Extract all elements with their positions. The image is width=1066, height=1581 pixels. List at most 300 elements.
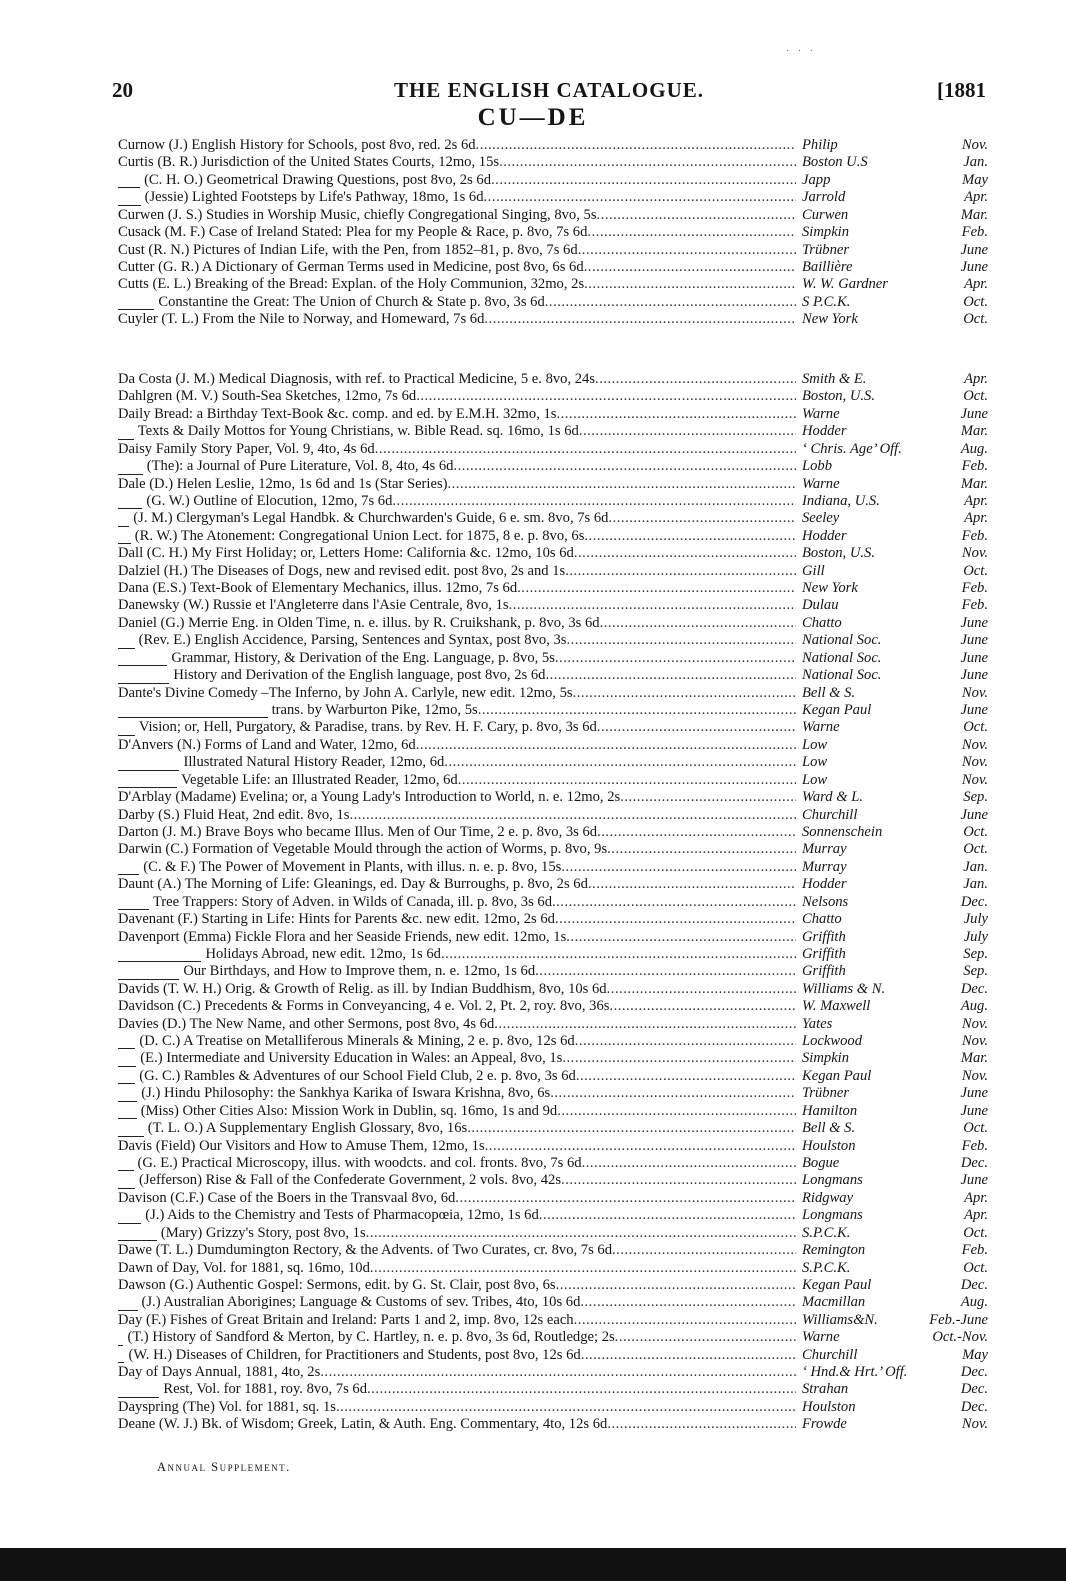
entry-text: Cuyler (T. L.) From the Nile to Norway, and Homeward, 7s 6d [118,311,485,328]
month: Apr. [964,276,988,293]
month: Mar. [960,206,988,223]
entry-main [118,737,796,754]
publisher: Trübner [802,1085,850,1102]
catalogue-entry [118,702,988,719]
publisher: W. W. Gardner [802,276,888,293]
leader-dots [375,441,796,458]
month: Nov. [961,754,988,771]
catalogue-entry [118,476,988,493]
entry-text: Darwin (C.) Formation of Vegetable Mould through the action of Worms, p. 8vo, 9s [118,841,608,858]
catalogue-entry [118,824,988,841]
publisher: Smith & E. [802,371,867,387]
leader-dots [607,1416,796,1433]
month: June [960,632,988,649]
leader-dots [448,476,797,493]
publisher: Hamilton [802,1102,858,1119]
entry-list-da-de [118,371,988,1434]
leader-dots [416,737,796,754]
month: Dec. [960,1154,988,1171]
catalogue-entry [118,615,988,632]
entry-list-cu [118,137,988,329]
entry-text: Dante's Divine Comedy –The Inferno, by John A. Carlyle, new edit. 12mo, 5s [118,684,573,701]
entry-main [118,1207,796,1224]
catalogue-entry [118,911,988,928]
publisher: Boston, U.S. [802,545,875,562]
entry-main [118,719,796,736]
catalogue-entry [118,1120,988,1137]
publisher: Low [802,754,828,771]
ditto-rule [118,1155,134,1171]
entry-text: (Mary) Grizzy's Story, post 8vo, 1s [160,1224,366,1241]
catalogue-entry [118,441,988,458]
catalogue-entry [118,894,988,911]
ditto-rule [118,1050,136,1066]
leader-dots [595,371,796,388]
leader-dots [557,1103,796,1120]
publisher: Simpkin [802,224,850,241]
catalogue-entry [118,1312,988,1329]
leader-dots [545,667,796,684]
leader-dots [561,859,796,876]
entry-main [118,754,796,771]
leader-dots [574,1312,796,1329]
catalogue-entry [118,1050,988,1067]
catalogue-entry [118,172,988,189]
leader-dots [584,259,796,276]
publisher: Remington [802,1242,866,1259]
entry-main [118,580,796,597]
month: June [960,241,988,258]
publisher: Seeley [802,510,840,527]
entry-main [118,1155,796,1172]
entry-main [118,963,796,980]
entry-main [118,1416,796,1433]
month: June [960,405,988,422]
month: Aug. [960,440,988,457]
month: Nov. [961,736,988,753]
leader-dots [584,528,796,545]
entry-main [118,632,796,649]
month: Apr. [964,510,988,527]
catalogue-entry [118,294,988,311]
month: Oct. [963,841,988,858]
publisher: Kegan Paul [802,702,872,719]
entry-text: History and Derivation of the English language, post 8vo, 2s 6d [173,667,546,684]
entry-text: (T.) History of Sandford & Merton, by C. Hartley, n. e. p. 8vo, 3s 6d, Routledge; 2s [127,1329,615,1346]
catalogue-entry [118,685,988,702]
leader-dots [620,789,796,806]
entry-text: Dawe (T. L.) Dumdumington Rectory, & the Advents. of Two Curates, cr. 8vo, 7s 6d [118,1242,613,1259]
ditto-rule [118,1103,137,1119]
leader-dots [562,1050,796,1067]
entry-main [118,615,796,632]
catalogue-entry [118,1207,988,1224]
catalogue-entry [118,189,988,206]
publisher: Low [802,736,828,753]
month: Oct. [963,1224,988,1241]
publisher: Hodder [802,527,847,544]
month: Feb. [961,458,988,475]
entry-text: Dawson (G.) Authentic Gospel: Sermons, edit. by G. St. Clair, post 8vo, 6s [118,1276,556,1293]
entry-text: Cutter (G. R.) A Dictionary of German Terms used in Medicine, post 8vo, 6s 6d [118,258,584,275]
entry-text: Danewsky (W.) Russie et l'Angleterre dans l'Asie Centrale, 8vo, 1s [118,597,509,614]
publisher: Yates [802,1015,833,1032]
month: June [960,806,988,823]
entry-text: Vegetable Life: an Illustrated Reader, 12mo, 6d [181,771,458,788]
month: Aug. [960,1294,988,1311]
entry-text: Constantine the Great: The Union of Church & State p. 8vo, 3s 6d [158,293,545,310]
ditto-rule [118,702,268,718]
publisher: Gill [802,562,825,579]
year-label: [1881 [937,78,986,102]
leader-dots [336,1399,796,1416]
catalogue-entry [118,1381,988,1398]
entry-text: Daunt (A.) The Morning of Life: Gleanings, ed. Day & Burroughs, p. 8vo, 2s 6d [118,876,588,893]
catalogue-entry [118,528,988,545]
entry-text: (W. H.) Diseases of Children, for Practitioners and Students, post 8vo, 12s 6d [128,1346,581,1363]
leader-dots [392,493,796,510]
publisher: Japp [802,171,831,188]
leader-dots [455,1190,796,1207]
entry-text: Dana (E.S.) Text-Book of Elementary Mechanics, illus. 12mo, 7s 6d [118,580,518,597]
publisher: Warne [802,719,840,736]
catalogue-entry [118,423,988,440]
entry-main [118,493,796,510]
month: Sep. [963,963,988,980]
month: Jan. [963,858,988,875]
catalogue-entry [118,259,988,276]
publisher: Sonnenschein [802,823,883,840]
entry-main [118,1103,796,1120]
entry-main [118,1381,796,1398]
catalogue-entry [118,1103,988,1120]
catalogue-entry [118,242,988,259]
ditto-rule [118,528,131,544]
catalogue-entry [118,998,988,1015]
entry-main [118,772,796,789]
publisher: Houlston [802,1137,856,1154]
entry-main [118,154,796,171]
publisher: Jarrold [802,189,846,206]
entry-text: trans. by Warburton Pike, 12mo, 5s [271,702,478,719]
month: Apr. [964,492,988,509]
entry-main [118,1242,796,1259]
page-header [112,78,986,104]
entry-main [118,1085,796,1102]
ditto-rule [118,172,140,188]
month: Oct. [963,823,988,840]
entry-main [118,650,796,667]
month: Feb. [961,597,988,614]
entry-text: (C. H. O.) Geometrical Drawing Questions, post 8vo, 2s 6d [144,171,492,188]
catalogue-entry [118,737,988,754]
leader-dots [552,894,796,911]
publisher: Frowde [802,1416,847,1433]
month: May [962,171,988,188]
publisher: New York [802,580,858,597]
leader-dots [607,981,796,998]
ditto-rule [118,1225,157,1241]
leader-dots [370,1260,796,1277]
publisher: Indiana, U.S. [802,492,880,509]
entry-text: Daisy Family Story Paper, Vol. 9, 4to, 4s 6d [118,440,375,457]
catalogue-entry [118,1085,988,1102]
catalogue-entry [118,276,988,293]
catalogue-entry [118,946,988,963]
entry-text: (T. L. O.) A Supplementary English Glossary, 8vo, 16s [147,1120,468,1137]
publisher: National Soc. [802,649,882,666]
catalogue-entry [118,510,988,527]
publisher: Williams & N. [802,980,886,997]
catalogue-entry [118,371,988,388]
catalogue-entry [118,207,988,224]
publisher: Griffith [802,963,846,980]
entry-text: (Jessie) Lighted Footsteps by Life's Pathway, 18mo, 1s 6d [144,189,484,206]
leader-dots [476,137,796,154]
leader-dots [320,1364,796,1381]
entry-text: Holidays Abroad, new edit. 12mo, 1s 6d [205,945,441,962]
entry-text: Daniel (G.) Merrie Eng. in Olden Time, n. e. illus. by R. Cruikshank, p. 8vo, 3s 6d [118,614,600,631]
ditto-rule [118,754,179,770]
entry-main [118,685,796,702]
publisher: Low [802,771,828,788]
entry-main [118,276,796,293]
catalogue-entry [118,1016,988,1033]
entry-main [118,388,796,405]
leader-dots [565,563,796,580]
ditto-rule [118,493,142,509]
month: Oct. [963,293,988,310]
month: Apr. [964,1207,988,1224]
entry-main [118,998,796,1015]
publisher: Longmans [802,1207,863,1224]
catalogue-entry [118,1138,988,1155]
entry-text: Dayspring (The) Vol. for 1881, sq. 1s [118,1398,336,1415]
leader-dots [575,1033,796,1050]
leader-dots [607,841,796,858]
catalogue-entry [118,1277,988,1294]
publisher: Kegan Paul [802,1276,872,1293]
month: Dec. [960,1381,988,1398]
leader-dots [581,1347,796,1364]
leader-dots [555,650,796,667]
ditto-rule [118,1120,144,1136]
publisher: Bell & S. [802,1120,856,1137]
entry-main [118,259,796,276]
entry-text: Our Birthdays, and How to Improve them, n. e. 12mo, 1s 6d [183,963,536,980]
publisher: Longmans [802,1172,863,1189]
entry-main [118,189,796,206]
entry-main [118,137,796,154]
month: Oct. [963,311,988,328]
month: Mar. [960,475,988,492]
entry-text: Curtis (B. R.) Jurisdiction of the United States Courts, 12mo, 15s [118,154,500,171]
month: Nov. [961,1033,988,1050]
entry-main [118,476,796,493]
month: June [960,1102,988,1119]
catalogue-entry [118,154,988,171]
publisher: ‘ Hnd.& Hrt.’ Off. [802,1364,908,1381]
entry-main [118,1312,796,1329]
leader-dots [615,1329,796,1346]
leader-dots [561,1172,796,1189]
publisher: Macmillan [802,1294,866,1311]
month: June [960,649,988,666]
catalogue-entry [118,406,988,423]
catalogue-entry [118,772,988,789]
catalogue-entry [118,1416,988,1433]
leader-dots [494,1016,796,1033]
entry-main [118,1294,796,1311]
entry-text: Dalziel (H.) The Diseases of Dogs, new and revised edit. post 8vo, 2s and 1s [118,562,566,579]
ditto-rule [118,963,179,979]
publisher: Ward & L. [802,789,863,806]
entry-main [118,545,796,562]
month: May [962,1346,988,1363]
catalogue-entry [118,667,988,684]
publisher: Baillière [802,258,853,275]
month: Dec. [960,893,988,910]
entry-text: Illustrated Natural History Reader, 12mo, 6d [183,754,445,771]
catalogue-entry [118,580,988,597]
entry-text: Dahlgren (M. V.) South-Sea Sketches, 12mo, 7s 6d [118,388,417,405]
entry-main [118,859,796,876]
publisher: Williams&N. [802,1311,878,1328]
entry-text: Dale (D.) Helen Leslie, 12mo, 1s 6d and 1s (Star Series) [118,475,448,492]
month: June [960,702,988,719]
catalogue-entry [118,597,988,614]
month: Oct.-Nov. [932,1329,988,1346]
entry-text: Da Costa (J. M.) Medical Diagnosis, with ref. to Practical Medicine, 5 e. 8vo, 24s [118,371,596,387]
ditto-rule [118,650,167,666]
publisher: Bell & S. [802,684,856,701]
ditto-rule [118,1329,123,1345]
month: Feb. [961,224,988,241]
publisher: Curwen [802,206,849,223]
month: Dec. [960,1398,988,1415]
entry-text: Davis (Field) Our Visitors and How to Amuse Them, 12mo, 1s [118,1137,485,1154]
catalogue-entry [118,807,988,824]
month: Mar. [960,1050,988,1067]
ditto-rule [118,719,135,735]
publisher: Warne [802,475,840,492]
leader-dots [539,1207,796,1224]
month: Nov. [961,1067,988,1084]
leader-dots [588,876,796,893]
entry-main [118,841,796,858]
month: Mar. [960,423,988,440]
catalogue-entry [118,1190,988,1207]
publisher: Churchill [802,1346,858,1363]
leader-dots [535,963,796,980]
entry-text: (R. W.) The Atonement: Congregational Union Lect. for 1875, 8 e. p. 8vo, 6s [134,527,585,544]
month: Oct. [963,719,988,736]
entry-main [118,172,796,189]
catalogue-entry [118,137,988,154]
leader-dots [444,754,796,771]
publisher: Murray [802,858,847,875]
leader-dots [566,632,796,649]
entry-main [118,371,796,388]
entry-text: Cusack (M. F.) Case of Ireland Stated: Plea for my People & Race, p. 8vo, 7s 6d [118,224,588,241]
entry-text: Dall (C. H.) My First Holiday; or, Letters Home: California &c. 12mo, 10s 6d [118,545,574,562]
month: Dec. [960,1276,988,1293]
ditto-rule [118,1294,138,1310]
publisher: ‘ Chris. Age’ Off. [802,440,902,457]
leader-dots [441,946,796,963]
month: June [960,1172,988,1189]
entry-main [118,1172,796,1189]
leader-dots [580,1294,796,1311]
leader-dots [453,458,796,475]
leader-dots [608,510,796,527]
entry-main [118,876,796,893]
publisher: Chatto [802,614,842,631]
catalogue-entry [118,650,988,667]
publisher: Griffith [802,928,846,945]
leader-dots [367,1381,796,1398]
entry-text: Day (F.) Fishes of Great Britain and Ireland: Parts 1 and 2, imp. 8vo, 12s each [118,1311,574,1328]
ditto-rule [118,1172,135,1188]
ditto-rule [118,667,169,683]
entry-main [118,702,796,719]
month: Feb. [961,1137,988,1154]
leader-dots [566,929,796,946]
ditto-rule [118,1207,141,1223]
publisher: Philip [802,137,838,153]
publisher: National Soc. [802,667,882,684]
entry-text: Curwen (J. S.) Studies in Worship Music, chiefly Congregational Singing, 8vo, 5s [118,206,597,223]
page-number: 20 [112,78,133,102]
entry-text: Davies (D.) The New Name, and other Sermons, post 8vo, 4s 6d [118,1015,495,1032]
month: Jan. [963,154,988,171]
entry-text: (G. W.) Outline of Elocution, 12mo, 7s 6d [146,492,393,509]
catalogue-entry [118,1068,988,1085]
entry-main [118,528,796,545]
running-title: THE ENGLISH CATALOGUE. [393,78,705,102]
entry-text: Deane (W. J.) Bk. of Wisdom; Greek, Latin, & Auth. Eng. Commentary, 4to, 12s 6d [118,1416,608,1433]
leader-dots [579,423,796,440]
leader-dots [582,1155,796,1172]
entry-main [118,458,796,475]
ditto-rule [118,632,135,648]
ditto-rule [118,189,141,205]
publisher: Churchill [802,806,858,823]
entry-main [118,789,796,806]
entry-main [118,894,796,911]
entry-main [118,1225,796,1242]
catalogue-entry [118,981,988,998]
month: June [960,258,988,275]
leader-dots [556,406,796,423]
month: Sep. [963,789,988,806]
ditto-rule [118,294,154,310]
catalogue-entry [118,632,988,649]
publisher: Kegan Paul [802,1067,872,1084]
leader-dots [484,189,796,206]
entry-text: Daily Bread: a Birthday Text-Book &c. comp. and ed. by E.M.H. 32mo, 1s [118,405,557,422]
catalogue-entry [118,963,988,980]
month: Nov. [961,771,988,788]
ditto-rule [118,423,134,439]
leader-dots [491,172,796,189]
catalogue-entry [118,719,988,736]
catalogue-entry [118,876,988,893]
leader-dots [597,824,796,841]
entry-text: Davids (T. W. H.) Orig. & Growth of Relig. as ill. by Indian Buddhism, 8vo, 10s 6d [118,980,607,997]
leader-dots [484,311,796,328]
publisher: Hodder [802,876,847,893]
